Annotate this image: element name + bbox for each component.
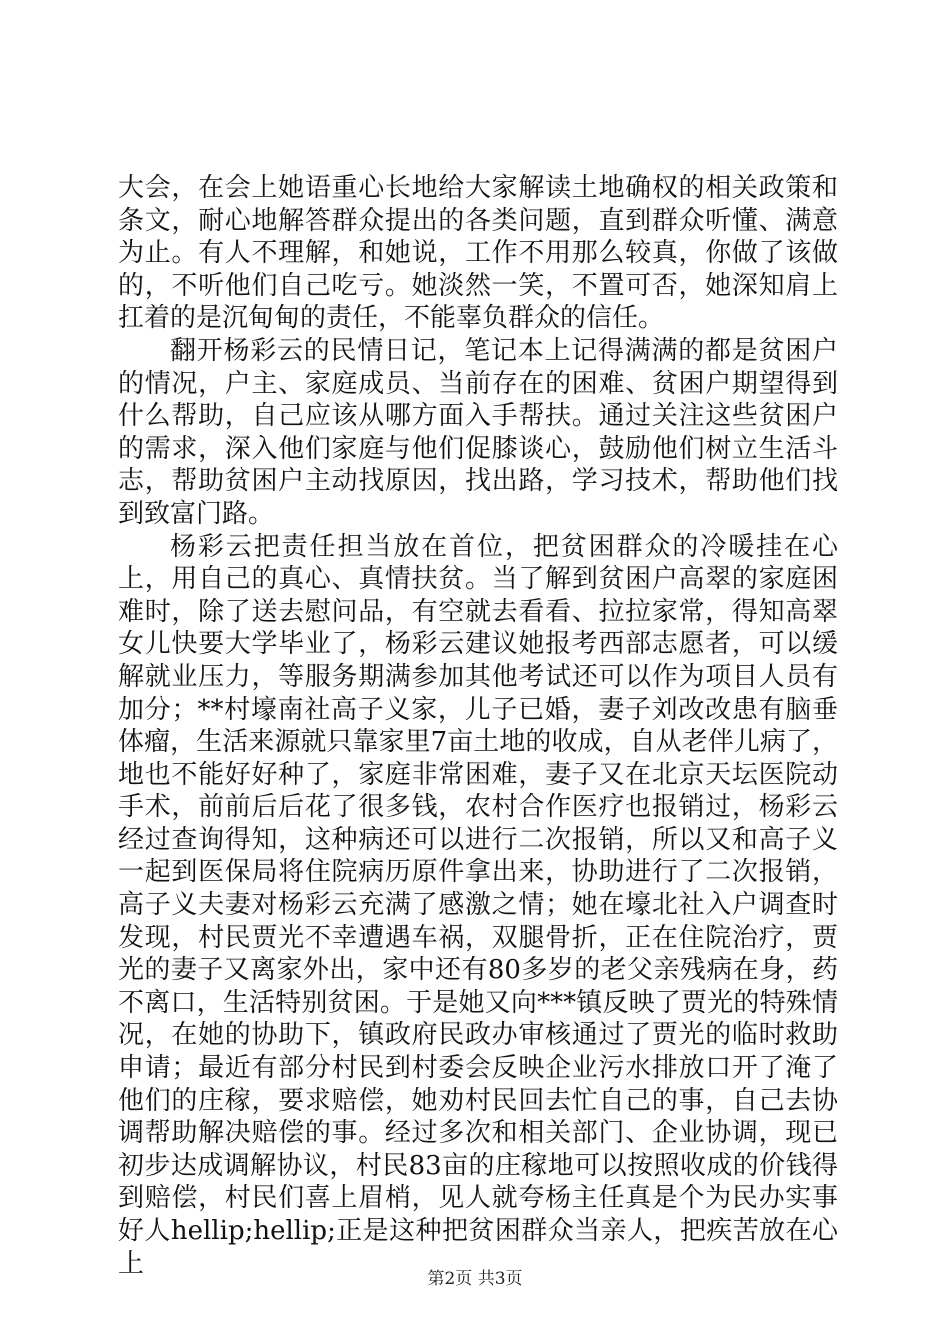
body-text — [118, 172, 838, 1280]
paragraph-3: 杨彩云把责任担当放在首位，把贫困群众的冷暖挂在心上，用自己的真心、真情扶贫。当了解到贫困户高翠的家庭困难时，除了送去慰问品，有空就去看看、拉拉家常，得知高翠女儿快要大学毕业了，杨彩云建议她报考西部志愿者，可以缓解就业压力，等服务期满参加其他考试还可以作为项目人员有加分；**村壕南社高子义家，儿子已婚，妻子刘改改患有脑垂体瘤，生活来源就只靠家里7亩土地的收成，自从老伴儿病了，地也不能好好种了，家庭非常困难，妻子又在北京天坛医院动手术，前前后后花了很多钱，农村合作医疗也报销过，杨彩云经过查询得知，这种病还可以进行二次报销，所以又和高子义一起到医保局将住院病历原件拿出来，协助进行了二次报销，高子义夫妻对杨彩云充满了感激之情；她在壕北社入户调查时发现，村民贾光不幸遭遇车祸，双腿骨折，正在住院治疗，贾光的妻子又离家外出，家中还有80多岁的老父亲残病在身，药不离口，生活特别贫困。于是她又向***镇反映了贾光的特殊情况，在她的协助下，镇政府民政办审核通过了贾光的临时救助申请；最近有部分村民到村委会反映企业污水排放口开了淹了他们的庄稼，要求赔偿，她劝村民回去忙自己的事，自己去协调帮助解决赔偿的事。经过多次和相关部门、企业协调，现已初步达成调解协议，村民83亩的庄稼地可以按照收成的价钱得到赔偿，村民们喜上眉梢，见人就夸杨主任真是个为民办实事好人hellip;hellip;正是这种把贫困群众当亲人，把疾苦放在心上 — [118, 531, 838, 1279]
paragraph-2: 翻开杨彩云的民情日记，笔记本上记得满满的都是贫困户的情况，户主、家庭成员、当前存在的困难、贫困户期望得到什么帮助，自己应该从哪方面入手帮扶。通过关注这些贫困户的需求，深入他们家庭与他们促膝谈心，鼓励他们树立生活斗志，帮助贫困户主动找原因，找出路，学习技术，帮助他们找到致富门路。 — [118, 335, 838, 529]
paragraph-1: 大会，在会上她语重心长地给大家解读土地确权的相关政策和条文，耐心地解答群众提出的各类问题，直到群众听懂、满意为止。有人不理解，和她说，工作不用那么较真，你做了该做的，不听他们自己吃亏。她淡然一笑，不置可否，她深知肩上扛着的是沉甸甸的责任，不能辜负群众的信任。 — [118, 173, 838, 334]
page-number-footer: 第2页 共3页 — [427, 1269, 523, 1289]
